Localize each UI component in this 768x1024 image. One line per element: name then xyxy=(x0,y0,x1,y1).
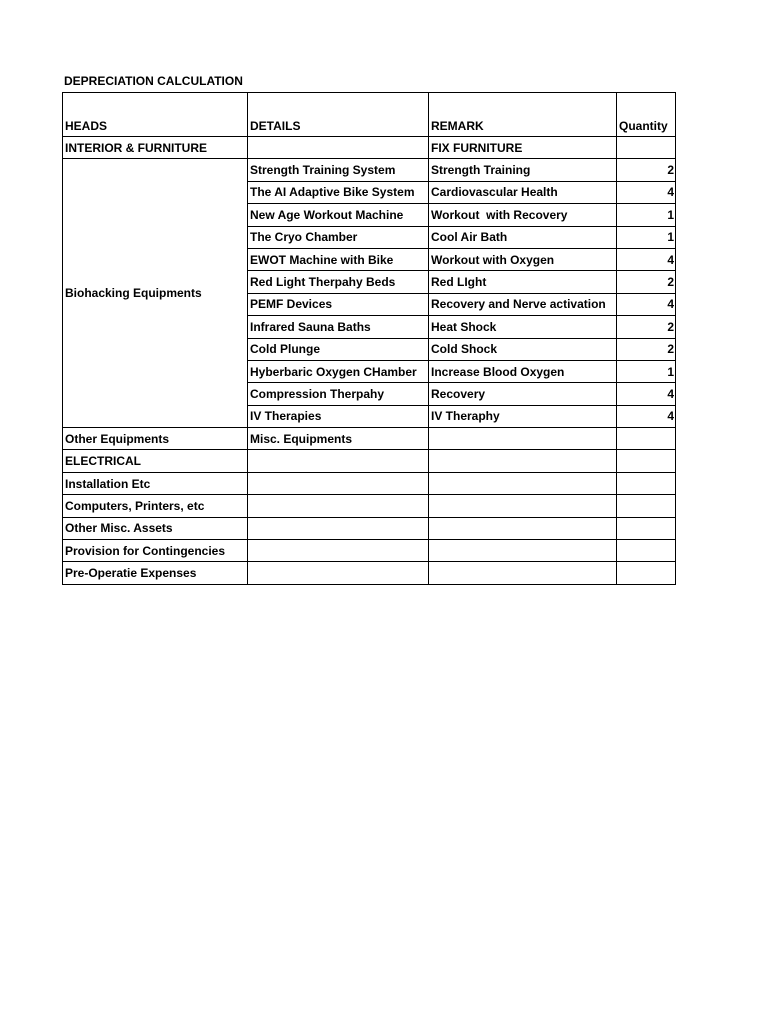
detail-cell xyxy=(248,495,429,517)
table-row xyxy=(63,562,676,584)
quantity-cell: 4 xyxy=(617,293,676,315)
quantity-cell xyxy=(617,137,676,159)
document-title: DEPRECIATION CALCULATION xyxy=(64,74,243,88)
head-cell: Computers, Printers, etc xyxy=(63,495,248,517)
quantity-cell xyxy=(617,540,676,562)
quantity-cell xyxy=(617,450,676,472)
table-row xyxy=(63,495,676,517)
remark-cell: Increase Blood Oxygen xyxy=(429,360,617,382)
detail-cell: Infrared Sauna Baths xyxy=(248,316,429,338)
detail-cell xyxy=(248,450,429,472)
detail-cell xyxy=(248,562,429,584)
remark-cell xyxy=(429,472,617,494)
remark-cell: Recovery and Nerve activation xyxy=(429,293,617,315)
detail-cell: New Age Workout Machine xyxy=(248,204,429,226)
remark-cell xyxy=(429,428,617,450)
detail-cell xyxy=(248,540,429,562)
quantity-cell: 1 xyxy=(617,226,676,248)
head-cell: Pre-Operatie Expenses xyxy=(63,562,248,584)
remark-cell: Cool Air Bath xyxy=(429,226,617,248)
head-cell: Biohacking Equipments xyxy=(63,159,248,428)
quantity-cell: 4 xyxy=(617,405,676,427)
table-row xyxy=(63,159,676,181)
remark-cell: Heat Shock xyxy=(429,316,617,338)
quantity-cell: 2 xyxy=(617,316,676,338)
detail-cell: Red Light Therpahy Beds xyxy=(248,271,429,293)
quantity-cell: 2 xyxy=(617,271,676,293)
detail-cell: Compression Therpahy xyxy=(248,383,429,405)
column-header-details: DETAILS xyxy=(248,93,429,137)
quantity-cell: 1 xyxy=(617,204,676,226)
remark-cell: Red LIght xyxy=(429,271,617,293)
quantity-cell: 2 xyxy=(617,338,676,360)
remark-cell: Recovery xyxy=(429,383,617,405)
detail-cell xyxy=(248,472,429,494)
remark-cell: IV Theraphy xyxy=(429,405,617,427)
quantity-cell xyxy=(617,495,676,517)
table-row xyxy=(63,428,676,450)
quantity-cell xyxy=(617,517,676,539)
detail-cell: Hyberbaric Oxygen CHamber xyxy=(248,360,429,382)
remark-cell: FIX FURNITURE xyxy=(429,137,617,159)
quantity-cell xyxy=(617,472,676,494)
head-cell: ELECTRICAL xyxy=(63,450,248,472)
remark-cell: Strength Training xyxy=(429,159,617,181)
detail-cell: The Cryo Chamber xyxy=(248,226,429,248)
remark-cell xyxy=(429,450,617,472)
quantity-cell xyxy=(617,562,676,584)
remark-cell: Cardiovascular Health xyxy=(429,181,617,203)
remark-cell: Workout with Recovery xyxy=(429,204,617,226)
detail-cell: The AI Adaptive Bike System xyxy=(248,181,429,203)
quantity-cell xyxy=(617,428,676,450)
remark-cell xyxy=(429,517,617,539)
head-cell: INTERIOR & FURNITURE xyxy=(63,137,248,159)
quantity-cell: 4 xyxy=(617,248,676,270)
remark-cell: Cold Shock xyxy=(429,338,617,360)
column-header-heads: HEADS xyxy=(63,93,248,137)
head-cell: Other Misc. Assets xyxy=(63,517,248,539)
detail-cell: EWOT Machine with Bike xyxy=(248,248,429,270)
head-cell: Provision for Contingencies xyxy=(63,540,248,562)
detail-cell: IV Therapies xyxy=(248,405,429,427)
detail-cell xyxy=(248,137,429,159)
column-header-quantity: Quantity xyxy=(617,93,676,137)
remark-cell xyxy=(429,495,617,517)
depreciation-table xyxy=(62,92,676,585)
remark-cell xyxy=(429,540,617,562)
detail-cell xyxy=(248,517,429,539)
quantity-cell: 1 xyxy=(617,360,676,382)
table-header-row xyxy=(63,93,676,137)
remark-cell xyxy=(429,562,617,584)
table-row xyxy=(63,472,676,494)
remark-cell: Workout with Oxygen xyxy=(429,248,617,270)
table-row xyxy=(63,450,676,472)
detail-cell: Cold Plunge xyxy=(248,338,429,360)
table-row xyxy=(63,540,676,562)
table-row xyxy=(63,137,676,159)
column-header-remark: REMARK xyxy=(429,93,617,137)
detail-cell: Misc. Equipments xyxy=(248,428,429,450)
quantity-cell: 2 xyxy=(617,159,676,181)
head-cell: Other Equipments xyxy=(63,428,248,450)
quantity-cell: 4 xyxy=(617,383,676,405)
detail-cell: PEMF Devices xyxy=(248,293,429,315)
head-cell: Installation Etc xyxy=(63,472,248,494)
detail-cell: Strength Training System xyxy=(248,159,429,181)
quantity-cell: 4 xyxy=(617,181,676,203)
table-row xyxy=(63,517,676,539)
